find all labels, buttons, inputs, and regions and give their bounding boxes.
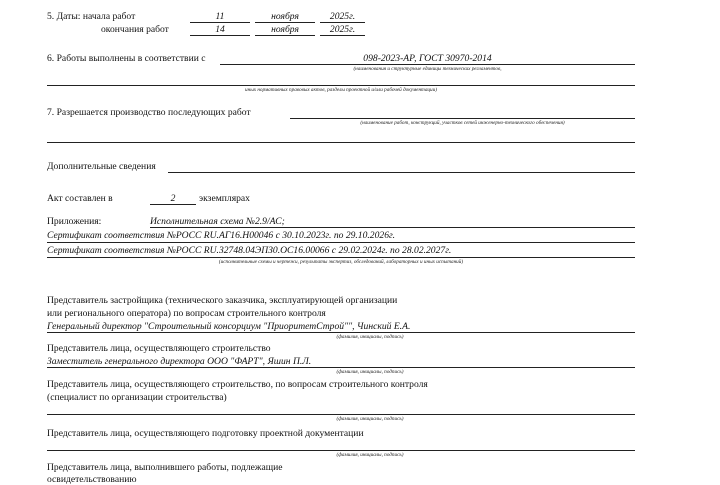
next-works-label: 7. Разрешается производство последующих работ xyxy=(47,107,251,118)
end-month: ноября xyxy=(271,24,299,35)
attachments-hint: (исполнительные схемы и чертежи, результаты экспертиз, обследований, лабораторных и иных испытаний) xyxy=(218,259,464,265)
rep1-hint: (фамилия, инициалы, подпись) xyxy=(336,334,404,340)
start-year: 2025г. xyxy=(329,11,356,22)
rep4-hint: (фамилия, инициалы, подпись) xyxy=(336,452,404,458)
attachment-1: Исполнительная схема №2.9/АС; xyxy=(150,216,285,227)
rep1-value: Генеральный директор "Строительный консорциум "ПриоритетСтрой"", Чинский Е.А. xyxy=(47,321,411,332)
attachment-3: Сертификат соответствия №РОСС RU.32748.04ЭПЗ0.ОС16.00066 с 29.02.2024г. по 28.02.2027г. xyxy=(47,245,452,256)
compliance-value: 098-2023-АР, ГОСТ 30970-2014 xyxy=(363,53,492,64)
rep2-value: Заместитель генерального директора ООО "ФАРТ", Яшин П.Л. xyxy=(47,356,312,367)
rep2-hint: (фамилия, инициалы, подпись) xyxy=(336,369,404,375)
copies-suffix: экземплярах xyxy=(199,193,250,204)
rep2-title-1: Представитель лица, осуществляющего строительство xyxy=(47,343,271,354)
rep3-hint: (фамилия, инициалы, подпись) xyxy=(336,416,404,422)
copies-prefix: Акт составлен в xyxy=(47,193,113,204)
start-day: 11 xyxy=(215,11,225,22)
rep1-title-2: или регионального оператора) по вопросам строительного контроля xyxy=(47,308,326,319)
start-month: ноября xyxy=(271,11,299,22)
start-date-label: 5. Даты: начала работ xyxy=(47,11,136,22)
next-works-hint: (наименование работ, конструкций, участков сетей инженерно-технического обеспечения) xyxy=(360,120,565,126)
end-date-label: окончания работ xyxy=(101,24,169,35)
end-day: 14 xyxy=(215,24,225,35)
rep3-title-2: (специалист по организации строительства) xyxy=(47,392,227,403)
rep3-title-1: Представитель лица, осуществляющего строительство, по вопросам строительного контроля xyxy=(47,379,428,390)
rep5-title-1: Представитель лица, выполнившего работы, подлежащие xyxy=(47,462,283,473)
compliance-label: 6. Работы выполнены в соответствии с xyxy=(47,53,206,64)
extra-info-label: Дополнительные сведения xyxy=(47,161,156,172)
rep1-title-1: Представитель застройщика (технического заказчика, эксплуатирующей организации xyxy=(47,295,398,306)
attachments-label: Приложения: xyxy=(47,216,102,227)
rep4-title-1: Представитель лица, осуществляющего подготовку проектной документации xyxy=(47,428,364,439)
attachment-2: Сертификат соответствия №РОСС RU.АГ16.Н00046 с 30.10.2023г. по 29.10.2026г. xyxy=(47,230,396,241)
compliance-hint-2: иных нормативных правовых актов, разделы проектной и/или рабочей документации) xyxy=(245,87,437,93)
copies-value: 2 xyxy=(170,193,176,204)
compliance-hint-1: (наименования и структурные единицы технических регламентов, xyxy=(353,66,502,72)
rep5-title-2: освидетельствованию xyxy=(47,474,137,485)
end-year: 2025г. xyxy=(329,24,356,35)
